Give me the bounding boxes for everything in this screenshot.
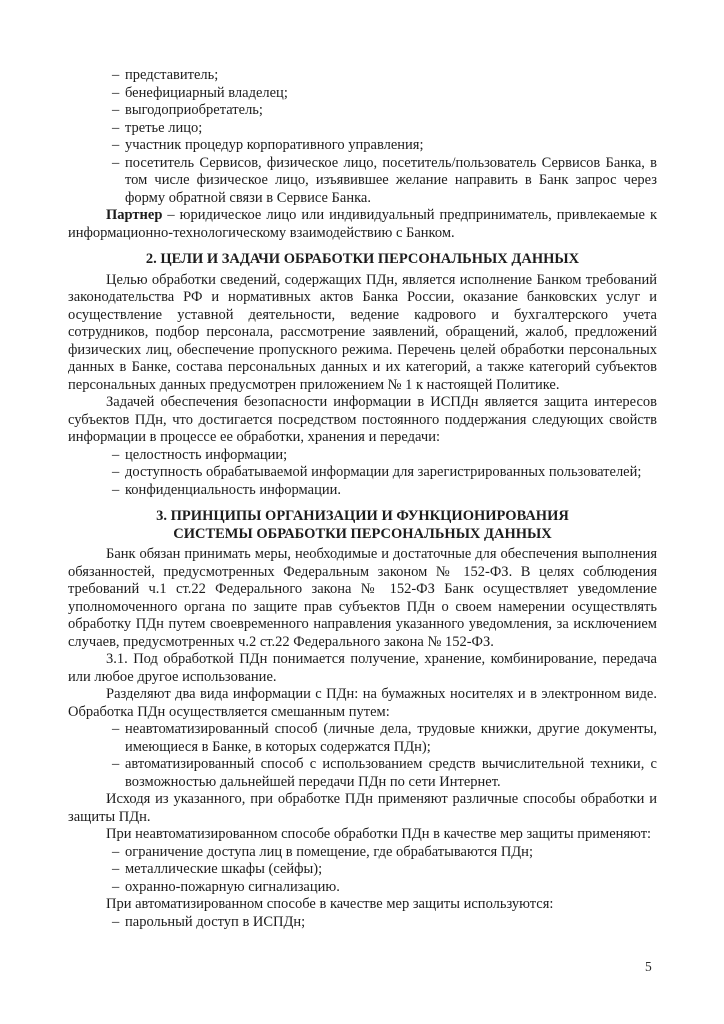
auto-protection-measures-list — [68, 914, 657, 932]
list-item — [68, 137, 657, 155]
list-item-text: третье лицо; — [125, 119, 203, 136]
partner-definition-text: – юридическое лицо или индивидуальный предприниматель, привлекаемые к информационно-технологическому взаимодействию с Банком. — [68, 207, 657, 241]
partner-definition-paragraph — [68, 207, 657, 242]
processing-methods-list — [68, 721, 657, 791]
list-item — [68, 120, 657, 138]
section2-paragraph-goals: Целью обработки сведений, содержащих ПДн, является исполнение Банком требований законодательства РФ и нормативных актов Банка России, оказание банковских услуг и осуществление уставной деятельности, ведение кадрового и бухгалтерского учета сотрудников, подбор персонала, рассмотрение заявлений, обращений, жалоб, предложений физических лиц, обеспечение пропускного режима. Перечень целей обработки персональных данных в Банке, состава персональных данных и их категорий, а также категорий субъектов персональных данных предусмотрен приложением № 1 к настоящей Политике. — [68, 271, 657, 393]
section2-heading: 2. ЦЕЛИ И ЗАДАЧИ ОБРАБОТКИ ПЕРСОНАЛЬНЫХ ДАННЫХ — [145, 251, 580, 267]
page-number: 5 — [645, 959, 652, 974]
section3-paragraph-information-types: Разделяют два вида информации с ПДн: на бумажных носителях и в электронном виде. Обработка ПДн осуществляется смешанным путем: — [68, 686, 657, 720]
list-item — [68, 844, 657, 862]
list-item — [68, 879, 657, 897]
list-item-text: автоматизированный способ с использованием средств вычислительной техники, с возможностью дальнейшей передачи ПДн по сети Интернет. — [125, 756, 657, 790]
manual-protection-measures-list — [68, 844, 657, 897]
section3-paragraph-manual-protection: При неавтоматизированном способе обработки ПДн в качестве мер защиты применяют: — [106, 826, 652, 842]
list-item-text: охранно-пожарную сигнализацию. — [125, 878, 340, 895]
list-marker: – — [112, 913, 120, 930]
list-marker: – — [112, 756, 120, 772]
subject-types-list — [68, 67, 657, 207]
list-item-text: парольный доступ в ИСПДн; — [125, 913, 306, 930]
list-item — [68, 67, 657, 85]
list-item — [68, 155, 657, 208]
list-item — [68, 102, 657, 120]
list-item-text: металлические шкафы (сейфы); — [125, 861, 323, 877]
list-marker: – — [112, 84, 120, 101]
list-item — [68, 756, 657, 791]
section3-paragraph-auto-protection: При автоматизированном способе в качестве мер защиты используются: — [106, 896, 554, 912]
list-item — [68, 447, 657, 465]
list-item-text: бенефициарный владелец; — [125, 84, 288, 101]
list-marker: – — [112, 843, 120, 860]
list-marker: – — [112, 102, 120, 118]
section2-paragraph-tasks: Задачей обеспечения безопасности информации в ИСПДн является защита интересов субъектов ПДн, что достигается посредством постоянного поддержания следующих свойств информации в процессе ее обработки, хранения и передачи: — [68, 394, 657, 445]
section3-heading — [68, 508, 657, 543]
list-marker: – — [112, 481, 120, 498]
list-item — [68, 482, 657, 500]
section3-heading-line2: СИСТЕМЫ ОБРАБОТКИ ПЕРСОНАЛЬНЫХ ДАННЫХ — [173, 525, 552, 542]
list-marker: – — [112, 154, 120, 171]
list-item-text: целостность информации; — [125, 446, 288, 463]
partner-term: Партнер — [106, 207, 163, 223]
list-marker: – — [112, 67, 120, 83]
information-properties-list — [68, 447, 657, 500]
list-marker: – — [112, 119, 120, 136]
list-item-text: ограничение доступа лиц в помещение, где обрабатываются ПДн; — [125, 843, 533, 860]
list-item-text: конфиденциальность информации. — [125, 481, 341, 498]
section3-heading-line1: 3. ПРИНЦИПЫ ОРГАНИЗАЦИИ И ФУНКЦИОНИРОВАНИЯ — [156, 508, 569, 524]
list-marker: – — [112, 861, 120, 877]
list-marker: – — [112, 878, 120, 895]
list-item — [68, 85, 657, 103]
list-item-text: посетитель Сервисов, физическое лицо, посетитель/пользователь Сервисов Банка, в том числе физическое лицо, изъявившее желание направить в Банк запрос через форму обратной связи в Сервисе Банка. — [125, 154, 657, 206]
list-marker: – — [112, 446, 120, 463]
list-item-text: неавтоматизированный способ (личные дела, трудовые книжки, другие документы, имеющиеся в Банке, в которых содержатся ПДн); — [125, 721, 657, 755]
list-marker: – — [112, 464, 120, 480]
list-item-text: представитель; — [125, 67, 219, 83]
section3-paragraph-obligations: Банк обязан принимать меры, необходимые и достаточные для обеспечения выполнения обязанностей, предусмотренных Федеральным законом № 152-ФЗ. В целях соблюдения требований ч.1 ст.22 Федерального закона № 152-ФЗ Банк осуществляет уведомление уполномоченного органа по защите прав субъектов ПДн о своем намерении осуществлять обработку ПДн путем своевременного направления указанного уведомления, за исключением случаев, предусмотренных ч.2 ст.22 Федерального закона № 152-ФЗ. — [68, 546, 657, 650]
list-marker: – — [112, 721, 120, 737]
list-item — [68, 914, 657, 932]
section3-paragraph-processing-definition: 3.1. Под обработкой ПДн понимается получение, хранение, комбинирование, передача или любое другое использование. — [68, 651, 657, 685]
list-item — [68, 464, 657, 482]
list-item — [68, 721, 657, 756]
list-marker: – — [112, 137, 120, 153]
section3-paragraph-summary: Исходя из указанного, при обработке ПДн применяют различные способы обработки и защиты ПДн. — [68, 791, 657, 825]
list-item-text: доступность обрабатываемой информации для зарегистрированных пользователей; — [125, 464, 642, 480]
list-item-text: выгодоприобретатель; — [125, 102, 263, 118]
list-item-text: участник процедур корпоративного управления; — [125, 137, 424, 153]
list-item — [68, 861, 657, 879]
